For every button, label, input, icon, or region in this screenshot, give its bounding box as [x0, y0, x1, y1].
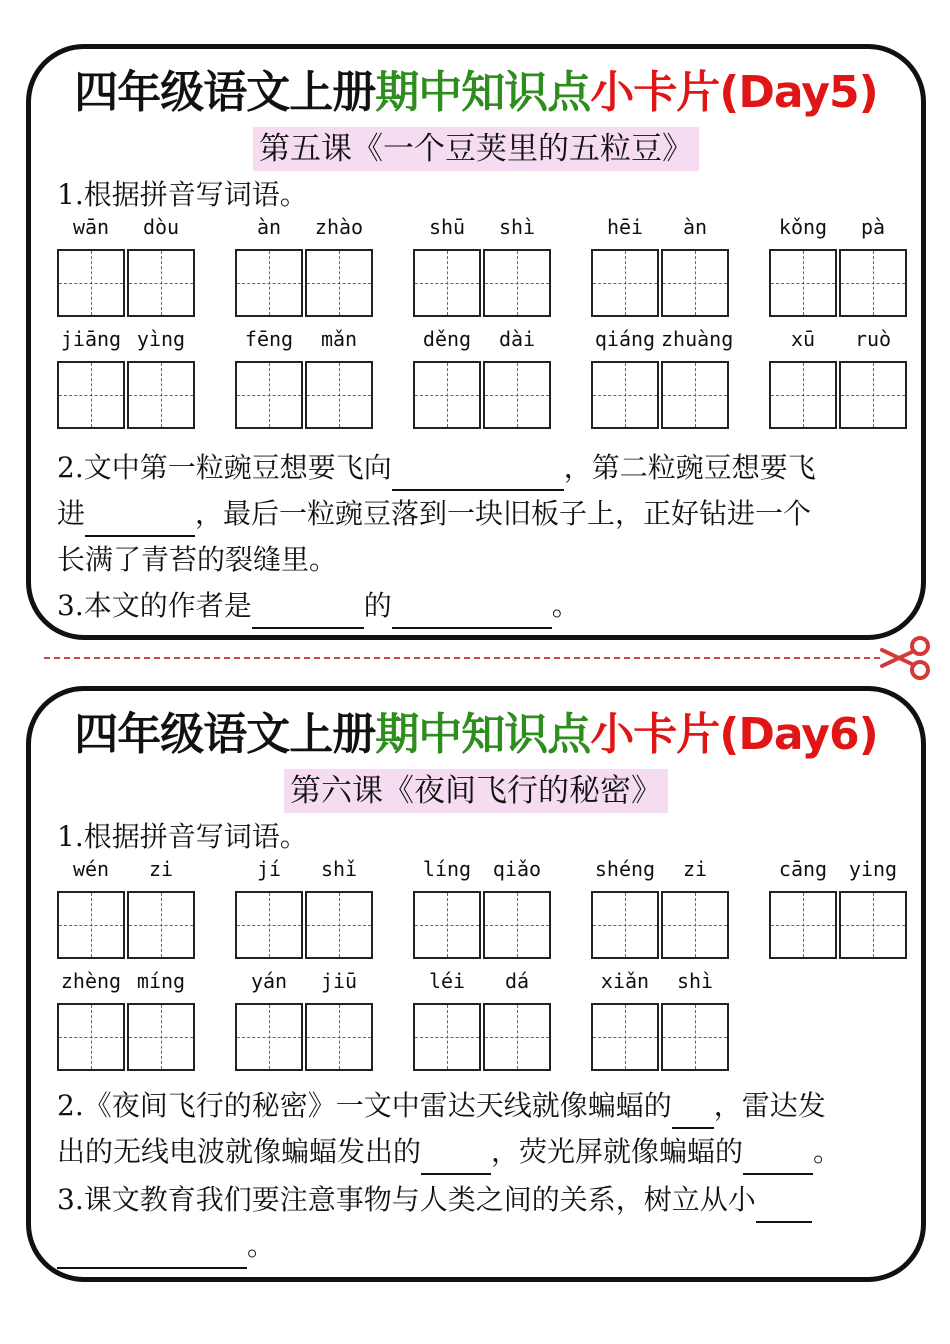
pinyin: dòu — [142, 215, 180, 239]
q2-text: 2.《夜间飞行的秘密》一文中雷达天线就像蝙蝠的 — [57, 1089, 672, 1122]
pinyin: jí — [256, 857, 282, 881]
writing-box[interactable] — [769, 891, 837, 959]
writing-box[interactable] — [235, 249, 303, 317]
word-cell — [235, 857, 375, 967]
pinyin: shéng — [594, 857, 656, 881]
word-cell — [413, 969, 553, 1079]
title-red-part: 小卡片(Day5) — [590, 67, 878, 118]
lesson-title-wrap — [31, 769, 921, 813]
title-red-part: 小卡片(Day6) — [590, 709, 878, 760]
writing-box[interactable] — [305, 1003, 373, 1071]
writing-box[interactable] — [235, 891, 303, 959]
pinyin: mǎn — [320, 327, 358, 351]
word-cell — [235, 215, 375, 325]
word-cell — [591, 215, 731, 325]
word-cell — [413, 857, 553, 967]
word-cell — [413, 215, 553, 325]
pinyin: yìng — [136, 327, 186, 351]
cut-line — [44, 657, 880, 659]
writing-box[interactable] — [305, 361, 373, 429]
pinyin: léi — [428, 969, 466, 993]
question-3 — [57, 1177, 897, 1269]
pinyin: àn — [256, 215, 282, 239]
answer-blank[interactable] — [85, 503, 195, 537]
word-cell — [413, 327, 553, 437]
writing-box[interactable] — [483, 891, 551, 959]
pinyin: míng — [136, 969, 186, 993]
writing-box[interactable] — [661, 1003, 729, 1071]
word-cell — [57, 327, 197, 437]
word-cell — [57, 857, 197, 967]
writing-box[interactable] — [769, 249, 837, 317]
writing-box[interactable] — [769, 361, 837, 429]
question-3 — [57, 583, 897, 629]
word-cell — [769, 327, 909, 437]
writing-box[interactable] — [57, 1003, 125, 1071]
answer-blank[interactable] — [421, 1141, 491, 1175]
writing-box[interactable] — [413, 361, 481, 429]
card-day6 — [26, 686, 926, 1282]
answer-blank[interactable] — [672, 1095, 714, 1129]
title-green-part: 期中知识点 — [375, 67, 591, 118]
answer-blank[interactable] — [57, 1235, 247, 1269]
q3-text: 。 — [247, 1229, 276, 1262]
pinyin: shū — [428, 215, 466, 239]
card-title — [31, 709, 921, 761]
writing-box[interactable] — [127, 1003, 195, 1071]
writing-box[interactable] — [57, 249, 125, 317]
writing-box[interactable] — [235, 361, 303, 429]
q2-text: ，第二粒豌豆想要飞 — [563, 451, 816, 484]
writing-box[interactable] — [661, 361, 729, 429]
q2-text: ，雷达发 — [713, 1089, 826, 1122]
writing-box[interactable] — [839, 891, 907, 959]
word-cell — [591, 857, 731, 967]
q2-text: 2.文中第一粒豌豆想要飞向 — [57, 451, 392, 484]
pinyin: àn — [682, 215, 708, 239]
pinyin: ying — [848, 857, 898, 881]
pinyin: zhèng — [60, 969, 122, 993]
pinyin: ruò — [854, 327, 892, 351]
answer-blank[interactable] — [743, 1141, 813, 1175]
q2-text: ，荧光屏就像蝙蝠的 — [491, 1135, 744, 1168]
q3-text: 。 — [551, 589, 580, 622]
pinyin-row — [31, 969, 921, 1079]
pinyin: wén — [72, 857, 110, 881]
pinyin: jiū — [320, 969, 358, 993]
writing-box[interactable] — [413, 891, 481, 959]
word-cell — [235, 327, 375, 437]
writing-box[interactable] — [127, 249, 195, 317]
writing-box[interactable] — [661, 249, 729, 317]
writing-box[interactable] — [483, 249, 551, 317]
writing-box[interactable] — [661, 891, 729, 959]
writing-box[interactable] — [57, 891, 125, 959]
writing-box[interactable] — [591, 249, 659, 317]
writing-box[interactable] — [839, 361, 907, 429]
question-2 — [57, 1083, 897, 1175]
q2-text: 长满了青苔的裂缝里。 — [57, 543, 338, 576]
pinyin: yán — [250, 969, 288, 993]
question-2 — [57, 445, 897, 583]
question-1: 1.根据拼音写词语。 — [57, 178, 308, 211]
pinyin: dài — [498, 327, 536, 351]
answer-blank[interactable] — [392, 595, 552, 629]
pinyin: cāng — [778, 857, 828, 881]
pinyin: jiāng — [60, 327, 122, 351]
word-cell — [57, 215, 197, 325]
pinyin: zi — [682, 857, 708, 881]
word-cell — [57, 969, 197, 1079]
writing-box[interactable] — [235, 1003, 303, 1071]
pinyin: qiáng — [594, 327, 656, 351]
q3-text: 3.本文的作者是 — [57, 589, 252, 622]
q2-text: 进 — [57, 497, 86, 530]
writing-box[interactable] — [305, 891, 373, 959]
question-1: 1.根据拼音写词语。 — [57, 820, 308, 853]
lesson-title-wrap — [31, 127, 921, 171]
q2-text: 出的无线电波就像蝙蝠发出的 — [57, 1135, 422, 1168]
word-cell — [769, 857, 909, 967]
writing-box[interactable] — [127, 361, 195, 429]
q3-text: 的 — [363, 589, 392, 622]
pinyin: zhuàng — [661, 327, 734, 351]
title-black-part: 四年级语文上册 — [74, 67, 376, 118]
writing-box[interactable] — [413, 249, 481, 317]
title-black-part: 四年级语文上册 — [74, 709, 376, 760]
writing-box[interactable] — [591, 1003, 659, 1071]
writing-box[interactable] — [57, 361, 125, 429]
writing-box[interactable] — [127, 891, 195, 959]
card-day5 — [26, 44, 926, 640]
word-cell — [769, 215, 909, 325]
writing-box[interactable] — [305, 249, 373, 317]
writing-box[interactable] — [591, 891, 659, 959]
pinyin: qiǎo — [492, 857, 542, 881]
pinyin: děng — [422, 327, 472, 351]
word-cell — [235, 969, 375, 1079]
answer-blank[interactable] — [756, 1189, 812, 1223]
card-title — [31, 67, 921, 119]
pinyin: zhào — [314, 215, 364, 239]
lesson-title: 第五课《一个豆荚里的五粒豆》 — [253, 127, 699, 171]
pinyin-row — [31, 215, 921, 325]
word-cell — [591, 969, 731, 1079]
word-cell — [591, 327, 734, 437]
pinyin: shì — [676, 969, 714, 993]
answer-blank[interactable] — [392, 457, 564, 491]
pinyin: hēi — [606, 215, 644, 239]
pinyin: líng — [422, 857, 472, 881]
pinyin: wān — [72, 215, 110, 239]
writing-box[interactable] — [839, 249, 907, 317]
pinyin: shì — [498, 215, 536, 239]
q2-text: ，最后一粒豌豆落到一块旧板子上，正好钻进一个 — [195, 497, 812, 530]
writing-box[interactable] — [483, 361, 551, 429]
scissors-icon — [876, 634, 936, 682]
pinyin: pà — [860, 215, 886, 239]
pinyin: xū — [790, 327, 816, 351]
writing-box[interactable] — [413, 1003, 481, 1071]
writing-box[interactable] — [591, 361, 659, 429]
q3-text: 3.课文教育我们要注意事物与人类之间的关系，树立从小 — [57, 1183, 756, 1216]
pinyin-row — [31, 857, 921, 967]
writing-box[interactable] — [483, 1003, 551, 1071]
pinyin: dá — [504, 969, 530, 993]
pinyin: zi — [148, 857, 174, 881]
title-green-part: 期中知识点 — [375, 709, 591, 760]
q2-text: 。 — [813, 1135, 842, 1168]
answer-blank[interactable] — [252, 595, 364, 629]
pinyin: kǒng — [778, 215, 828, 239]
pinyin: xiǎn — [600, 969, 650, 993]
pinyin: shǐ — [320, 857, 358, 881]
pinyin: fēng — [244, 327, 294, 351]
pinyin-row — [31, 327, 921, 437]
lesson-title: 第六课《夜间飞行的秘密》 — [284, 769, 668, 813]
